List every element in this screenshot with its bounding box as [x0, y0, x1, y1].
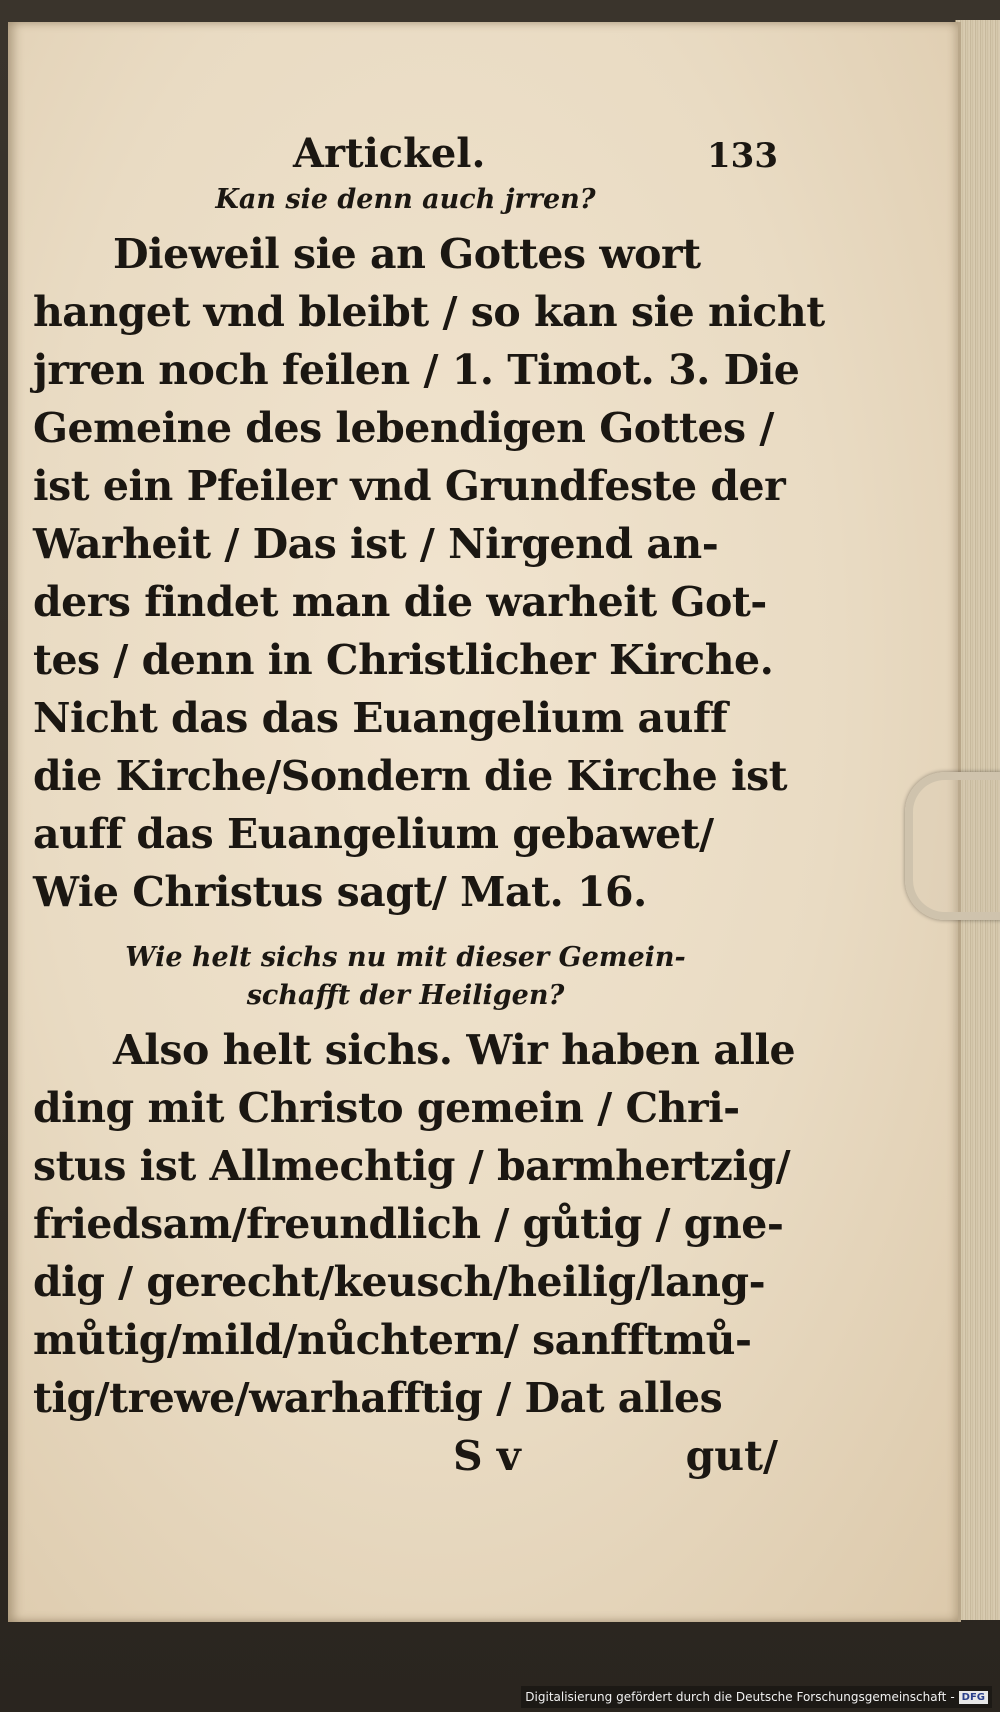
- text-line: Nicht das das Euangelium auff: [33, 694, 728, 742]
- running-title: Artickel.: [293, 130, 486, 177]
- page-clip: [905, 772, 1000, 920]
- text-line: ist ein Pfeiler vnd Grundfeste der: [33, 462, 786, 510]
- question-line: schafft der Heiligen?: [246, 980, 565, 1011]
- question-heading-1: Kan sie denn auch jrren?: [215, 184, 596, 215]
- text-line: hanget vnd bleibt / so kan sie nicht: [33, 288, 825, 336]
- text-line: dig / gerecht/keusch/heilig/lang-: [33, 1258, 766, 1306]
- text-line: Wie Christus sagt/ Mat. 16.: [33, 868, 647, 916]
- text-line: tig/trewe/warhafftig / Dat alles: [33, 1374, 723, 1422]
- text-line: Warheit / Das ist / Nirgend an-: [33, 520, 719, 568]
- text-line: die Kirche/Sondern die Kirche ist: [33, 752, 788, 800]
- paragraph-2: [33, 1021, 796, 1427]
- text-line: auff das Euangelium gebawet/: [33, 810, 714, 858]
- page-number: 133: [707, 136, 778, 176]
- dfg-logo-icon: DFG: [959, 1691, 988, 1704]
- text-line: friedsam/freundlich / gůtig / gne-: [33, 1200, 784, 1248]
- book-page: [8, 22, 961, 1622]
- signature-mark: S v: [453, 1432, 521, 1480]
- text-line: Dieweil sie an Gottes wort: [113, 230, 701, 278]
- running-head: [293, 130, 778, 177]
- digitization-footer: Digitalisierung gefördert durch die Deutsche Forschungsgemeinschaft - DFG: [521, 1686, 992, 1708]
- catchword-line: [453, 1427, 778, 1485]
- question-heading-2: [33, 939, 778, 1015]
- text-line: jrren noch feilen / 1. Timot. 3. Die: [33, 346, 800, 394]
- text-line: můtig/mild/nůchtern/ sanfftmů-: [33, 1316, 752, 1364]
- text-line: ders findet man die warheit Got-: [33, 578, 767, 626]
- catchword: gut/: [685, 1432, 778, 1480]
- text-line: Also helt sichs. Wir haben alle: [113, 1026, 796, 1074]
- text-line: ding mit Christo gemein / Chri-: [33, 1084, 740, 1132]
- page-text: [33, 130, 825, 1485]
- text-line: tes / denn in Christlicher Kirche.: [33, 636, 774, 684]
- text-line: Gemeine des lebendigen Gottes /: [33, 404, 774, 452]
- text-line: stus ist Allmechtig / barmhertzig/: [33, 1142, 791, 1190]
- footer-credit: Digitalisierung gefördert durch die Deutsche Forschungsgemeinschaft: [525, 1690, 947, 1704]
- question-line: Wie helt sichs nu mit dieser Gemein-: [125, 942, 686, 973]
- paragraph-1: [33, 225, 825, 921]
